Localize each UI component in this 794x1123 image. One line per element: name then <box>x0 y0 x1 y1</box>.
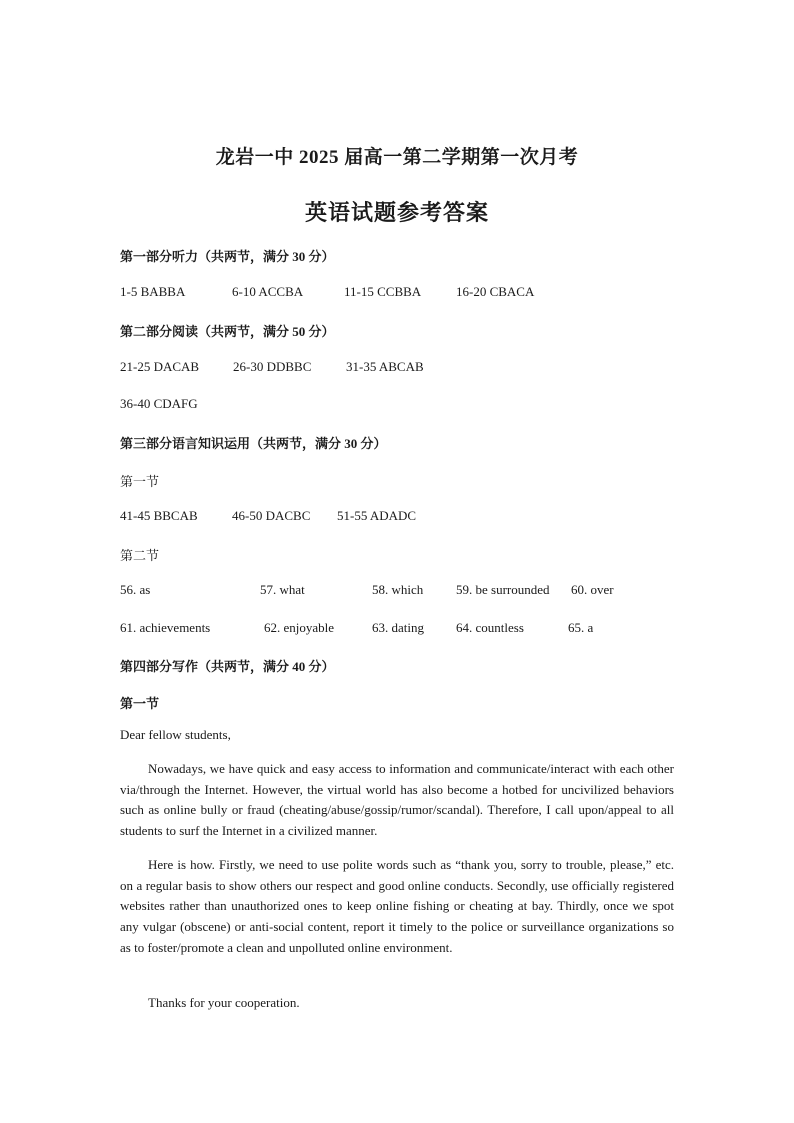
letter-paragraph: Nowadays, we have quick and easy access to information and communicate/interact with each other via/through the Internet. However, the virtual world has also become a hotbed for uncivilized behaviors such as online bully or fraud (cheating/abuse/gossip/rumor/scandal). Therefore, I call upon/appeal to all students to surf the Internet in a civilized manner. <box>120 761 674 839</box>
fill-in-answer: 64. countless <box>456 620 524 635</box>
answer-group: 41-45 BBCAB <box>120 508 198 523</box>
answer-group: 1-5 BABBA <box>120 284 186 299</box>
part4-section1-label: 第一节 <box>120 696 160 711</box>
answer-group: 51-55 ADADC <box>337 508 417 523</box>
answer-key-subtitle: 英语试题参考答案 <box>304 200 489 225</box>
answer-group: 26-30 DDBBC <box>233 359 312 374</box>
fill-in-answer: 61. achievements <box>120 620 211 635</box>
part1-heading: 第一部分听力（共两节，满分 30 分） <box>120 249 335 264</box>
part3-section1-label: 第一节 <box>120 474 160 489</box>
fill-in-answer: 63. dating <box>372 620 424 635</box>
answer-group: 16-20 CBACA <box>456 284 535 299</box>
letter-salutation: Dear fellow students, <box>120 727 231 742</box>
letter-paragraph: Here is how. Firstly, we need to use polite words such as “thank you, sorry to trouble, please,” etc. on a regular basis to show others our respect and good online conducts. Secondly, use officially registered websites rather than unauthorized ones to keep online fishing or cheating at bay. Thirdly, once we spot any vulgar (obscene) or anti-social content, report it timely to the police or surveillance organizations so as to foster/promote a clean and unpolluted online environment. <box>120 857 674 955</box>
exam-title: 龙岩一中 2025 届高一第二学期第一次月考 <box>215 147 579 168</box>
fill-in-answer: 56. as <box>120 582 151 597</box>
fill-in-answer: 62. enjoyable <box>264 620 335 635</box>
answer-group: 46-50 DACBC <box>232 508 311 523</box>
part4-heading: 第四部分写作（共两节，满分 40 分） <box>120 659 335 674</box>
answer-group: 31-35 ABCAB <box>346 359 424 374</box>
fill-in-answer: 57. what <box>260 582 305 597</box>
part3-section2-label: 第二节 <box>120 548 160 563</box>
answer-group: 21-25 DACAB <box>120 359 200 374</box>
answer-group: 11-15 CCBBA <box>344 284 422 299</box>
letter-closing: Thanks for your cooperation. <box>148 995 300 1010</box>
fill-in-answer: 65. a <box>568 620 594 635</box>
answer-group: 36-40 CDAFG <box>120 396 198 411</box>
part2-heading: 第二部分阅读（共两节，满分 50 分） <box>120 324 335 339</box>
fill-in-answer: 60. over <box>571 582 614 597</box>
fill-in-answer: 58. which <box>372 582 424 597</box>
fill-in-answer: 59. be surrounded <box>456 582 550 597</box>
part3-heading: 第三部分语言知识运用（共两节，满分 30 分） <box>120 436 387 451</box>
answer-group: 6-10 ACCBA <box>232 284 304 299</box>
